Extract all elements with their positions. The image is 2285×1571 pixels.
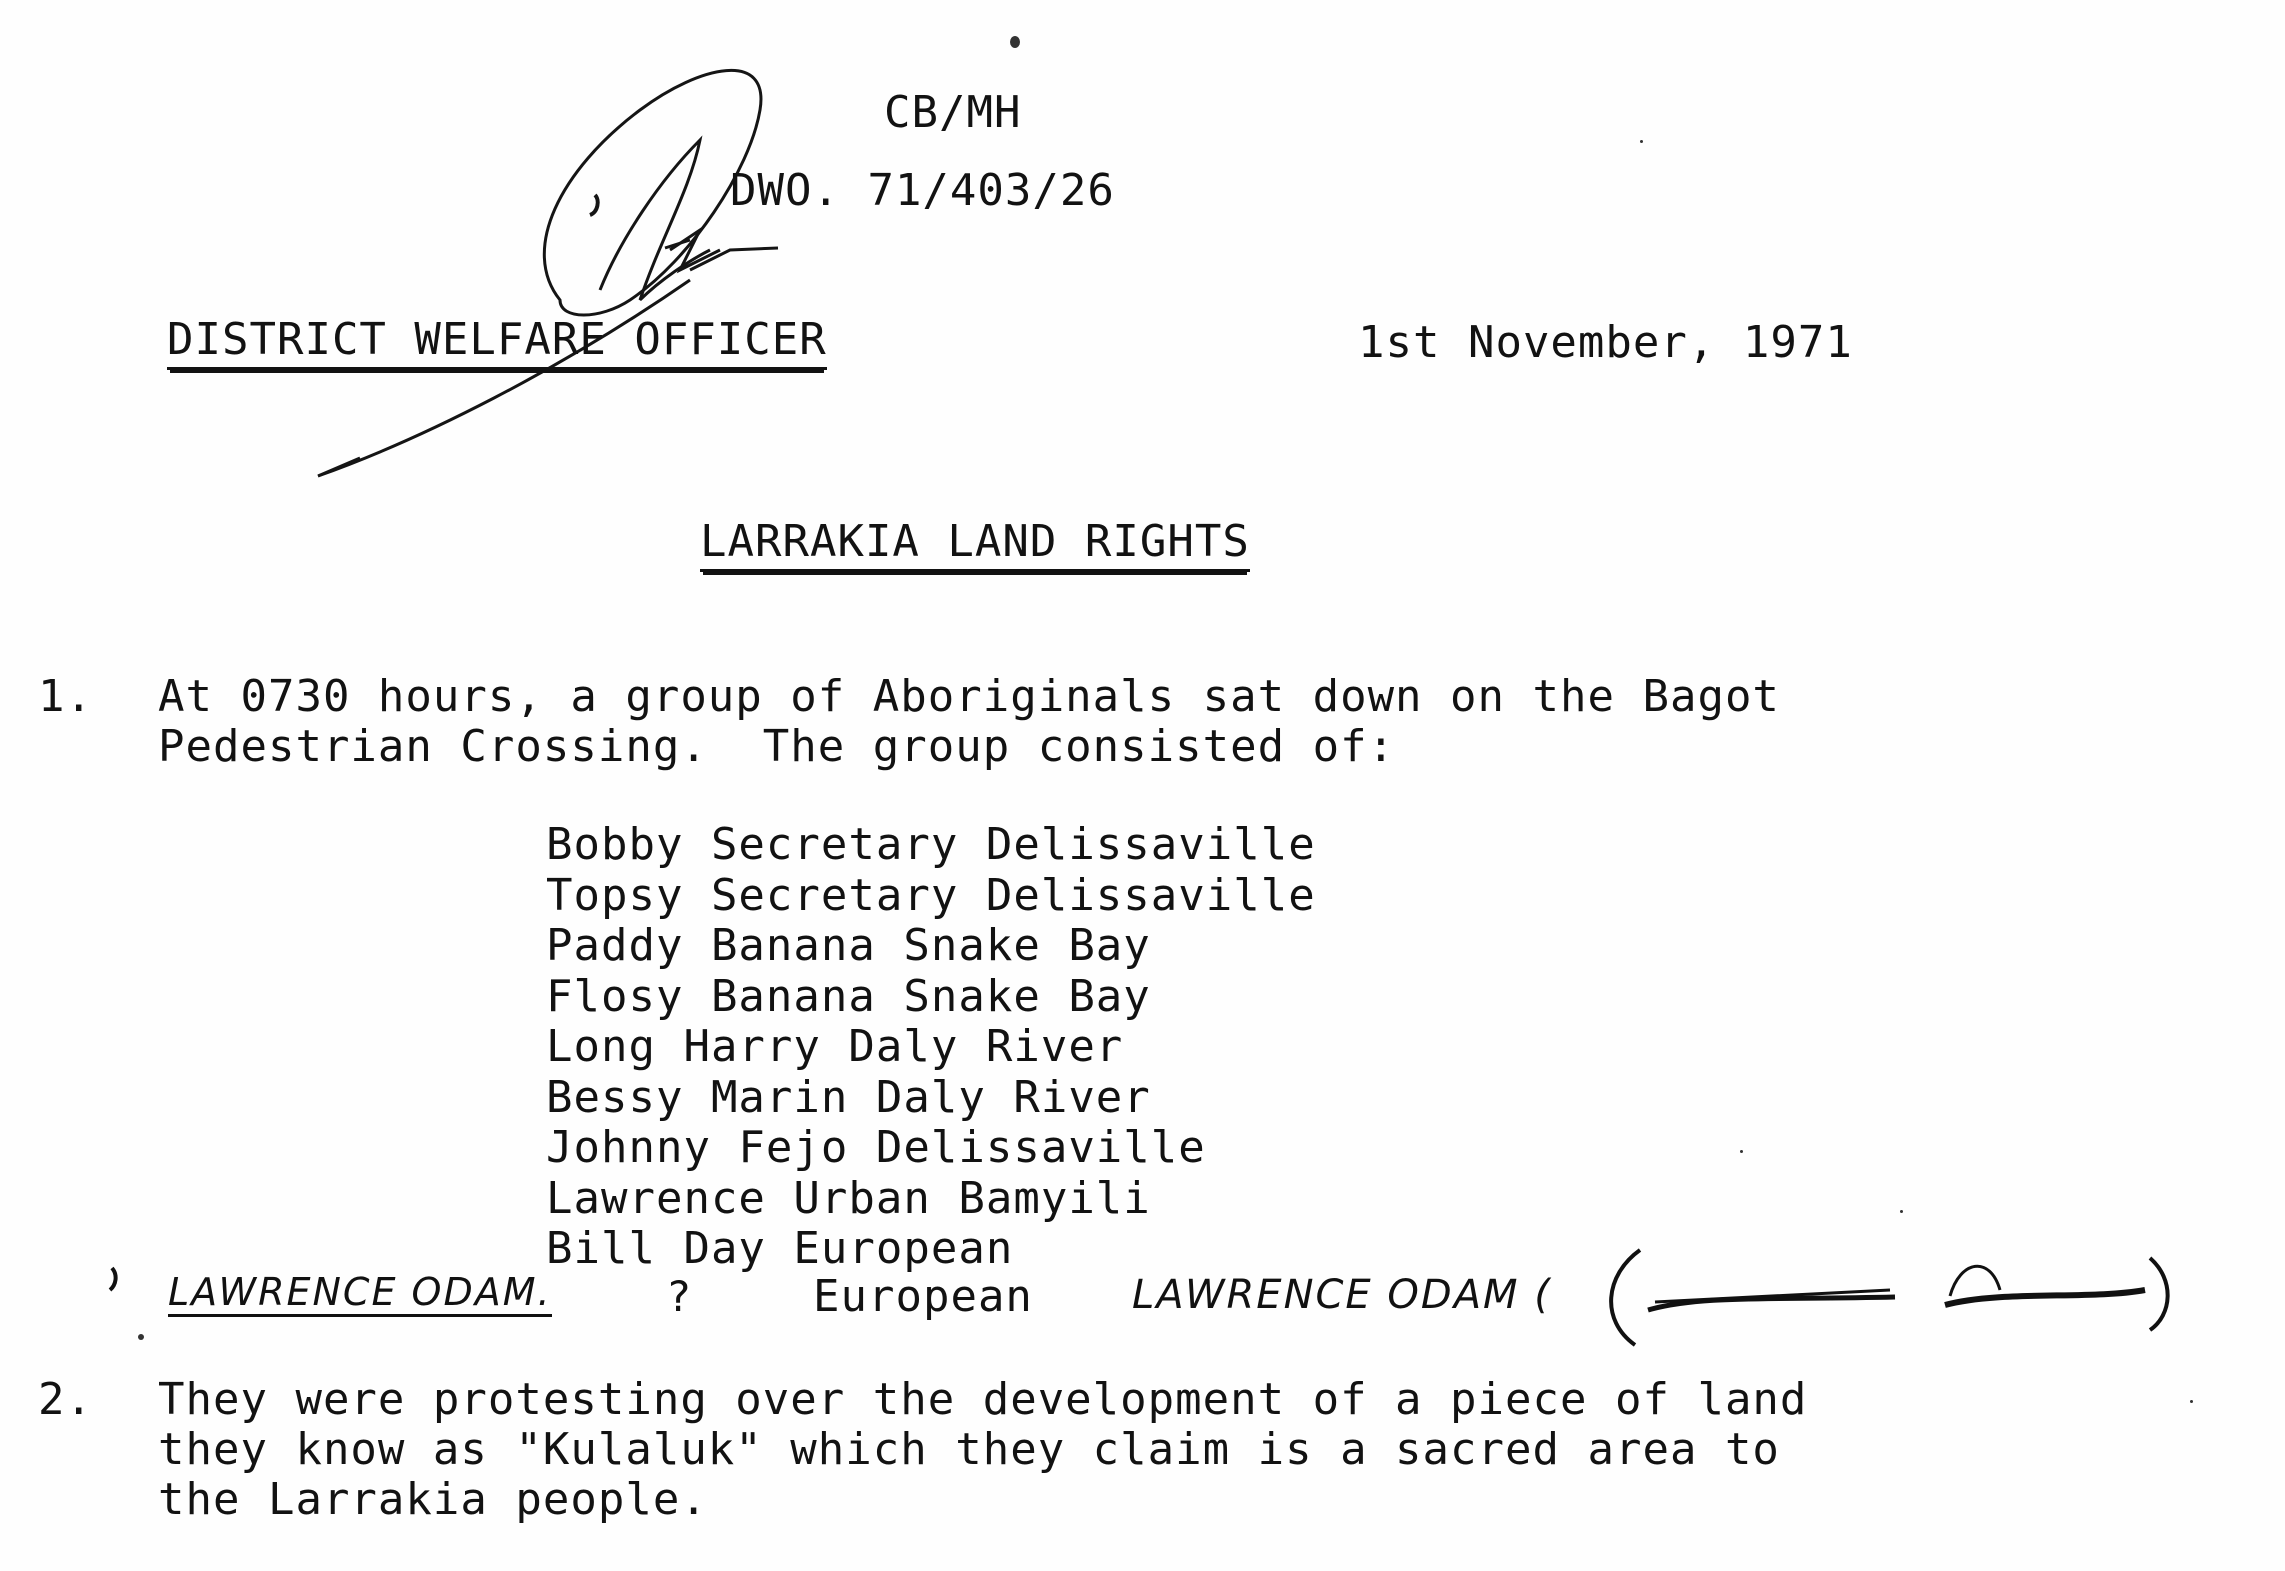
paragraph-2-line-2: they know as "Kulaluk" which they claim is a sacred area to <box>158 1424 1780 1475</box>
scan-speck <box>1010 36 1020 48</box>
list-item: Paddy Banana Snake Bay <box>546 920 1151 971</box>
scan-speck <box>138 1334 144 1340</box>
list-item: Topsy Secretary Delissaville <box>546 869 1316 921</box>
typed-origin: European <box>813 1271 1033 1322</box>
list-item: Johnny Fejo Delissaville <box>546 1122 1206 1173</box>
paragraph-2-line-3: the Larrakia people. <box>158 1474 708 1525</box>
paragraph-1-number: 1. <box>38 671 93 722</box>
handwritten-question-mark: ? <box>668 1272 693 1321</box>
handwritten-name: LAWRENCE ODAM. <box>168 1270 552 1317</box>
document-date: 1st November, 1971 <box>1358 317 1853 368</box>
scan-speck <box>1640 140 1643 143</box>
list-item: Bessy Marin Daly River <box>546 1071 1151 1123</box>
reference-initials: CB/MH <box>884 87 1022 138</box>
list-item: Bobby Secretary Delissaville <box>546 819 1316 870</box>
paragraph-2-number: 2. <box>38 1374 93 1425</box>
scan-speck <box>1740 1150 1743 1153</box>
file-reference: DWO. 71/403/26 <box>730 165 1115 216</box>
scan-speck <box>2190 1400 2193 1403</box>
list-item: Lawrence Urban Bamyili <box>546 1172 1151 1224</box>
paragraph-1-line-1: At 0730 hours, a group of Aboriginals sat down on the Bagot <box>158 671 1780 722</box>
list-item: Flosy Banana Snake Bay <box>546 970 1151 1022</box>
page-title: LARRAKIA LAND RIGHTS <box>700 517 1250 572</box>
scan-speck <box>1900 1210 1903 1213</box>
addressee: DISTRICT WELFARE OFFICER <box>167 315 827 370</box>
list-item: Bill Day European <box>546 1223 1014 1274</box>
group-member-list <box>546 820 1316 1275</box>
handwritten-annotation: LAWRENCE ODAM ( <box>1132 1272 1552 1318</box>
paragraph-2-line-1: They were protesting over the development of a piece of land <box>158 1374 1808 1425</box>
paragraph-1-line-2: Pedestrian Crossing. The group consisted of: <box>158 721 1396 772</box>
list-item: Long Harry Daly River <box>546 1021 1124 1072</box>
